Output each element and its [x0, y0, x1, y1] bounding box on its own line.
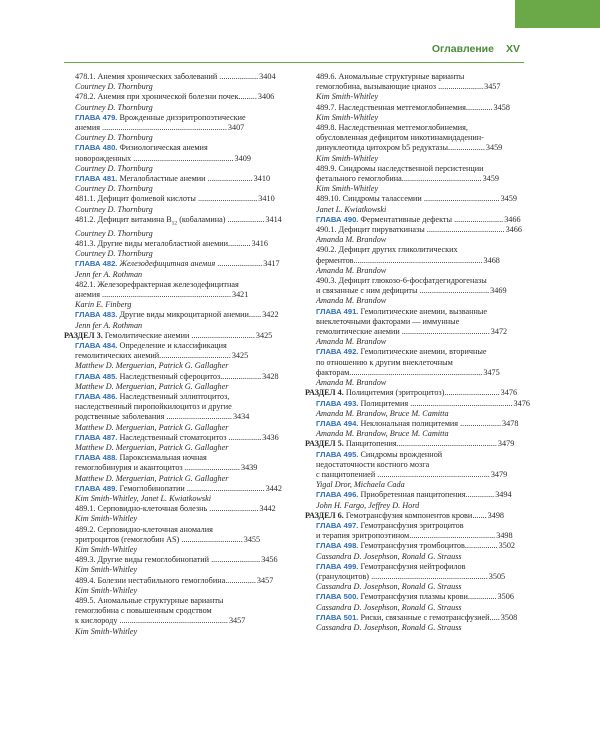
- toc-author: Amanda M. Brandow: [316, 296, 387, 306]
- toc-entry[interactable]: 481.3. Другие виды мегалобластной анемии...........3416: [75, 238, 268, 248]
- toc-entry-cont[interactable]: анемия ...............................................................3421: [75, 289, 249, 299]
- toc-entry-cont[interactable]: обусловленная дефицитом никотинамидаденин-: [316, 133, 484, 143]
- toc-chapter-cont[interactable]: факторам.................................................................3475: [316, 367, 500, 377]
- toc-author: Courtney D. Thornburg: [75, 249, 153, 259]
- toc-author: Kim Smith-Whitley: [316, 184, 379, 194]
- toc-entry-cont[interactable]: эритроцитов (гемоглобин AS) ..............................3455: [75, 534, 261, 544]
- toc-entry[interactable]: 489.10. Синдромы талассемии .....................................3459: [316, 194, 517, 204]
- toc-author: Kim Smith-Whitley: [316, 92, 379, 102]
- toc-entry[interactable]: 490.3. Дефицит глюкозо-6-фосфатдегидрогеназы: [316, 276, 487, 286]
- toc-chapter-cont[interactable]: и терапия эритропоэтином..........................................3498: [316, 531, 513, 541]
- toc-author: Courtney D. Thornburg: [75, 82, 153, 92]
- toc-chapter-cont[interactable]: новорожденных .................................................3409: [75, 153, 251, 163]
- toc-section[interactable]: РАЗДЕЛ 4. Полицитемия (эритроцитоз)...........................3476: [305, 388, 518, 398]
- toc-entry[interactable]: 489.1. Серповидно-клеточная болезнь ........................3442: [75, 504, 276, 514]
- toc-author: Janet L. Kwiatkowski: [316, 204, 387, 214]
- toc-chapter[interactable]: ГЛАВА 490. Ферментативные дефекты ........................3466: [316, 214, 521, 224]
- running-header: [64, 43, 524, 63]
- toc-author: Kim Smith-Whitley: [75, 626, 138, 636]
- toc-chapter[interactable]: ГЛАВА 495. Синдромы врожденной: [316, 449, 443, 459]
- toc-entry[interactable]: 489.7. Наследственная метгемоглобинемия.............3458: [316, 102, 510, 112]
- toc-author: Courtney D. Thornburg: [75, 133, 153, 143]
- toc-chapter[interactable]: ГЛАВА 486. Наследственный эллиптоцитоз,: [75, 391, 230, 401]
- toc-author: Matthew D. Merguerian, Patrick G. Gallagher: [75, 442, 229, 452]
- toc-author: Amanda M. Brandow, Bruce M. Camitta: [316, 429, 449, 439]
- toc-author: Amanda M. Brandow: [316, 378, 387, 388]
- toc-author: Cassandra D. Josephson, Ronald G. Strauss: [316, 582, 462, 592]
- toc-author: Courtney D. Thornburg: [75, 228, 153, 238]
- toc-author: Matthew D. Merguerian, Patrick G. Gallagher: [75, 381, 229, 391]
- toc-chapter-cont[interactable]: гемолитических анемий...................................3425: [75, 351, 249, 361]
- toc-entry[interactable]: 489.3. Другие виды гемоглобинопатий ........................3456: [75, 555, 278, 565]
- toc-entry-cont[interactable]: гемоглобина, вызывающие цианоз ......................3457: [316, 82, 501, 92]
- toc-entry[interactable]: 490.1. Дефицит пируваткиназы ......................................3466: [316, 225, 522, 235]
- toc-entry-cont[interactable]: и связанные с ним дефициты ..................................3469: [316, 286, 507, 296]
- toc-author: Cassandra D. Josephson, Ronald G. Strauss: [316, 602, 462, 612]
- header-page-number: XV: [505, 43, 520, 55]
- toc-author: Matthew D. Merguerian, Patrick G. Gallagher: [75, 473, 229, 483]
- toc-entry[interactable]: 489.2. Серповидно-клеточная аномалия: [75, 524, 213, 534]
- header-title: Оглавление: [431, 43, 494, 55]
- toc-section[interactable]: РАЗДЕЛ 6. Гемотрансфузия компонентов крови.......3498: [305, 510, 505, 520]
- toc-author: Matthew D. Merguerian, Patrick G. Gallagher: [75, 361, 229, 371]
- toc-chapter[interactable]: ГЛАВА 479. Врожденные дизэритропоэтические: [75, 112, 246, 122]
- toc-left-column: [64, 72, 282, 637]
- toc-entry-cont[interactable]: гемоглобина с повышенным сродством: [75, 606, 212, 616]
- toc-chapter-cont[interactable]: внеклеточными факторами — иммунные: [316, 316, 460, 326]
- toc-author: Amanda M. Brandow: [316, 337, 387, 347]
- toc-author: Kim Smith-Whitley: [316, 112, 379, 122]
- toc-chapter[interactable]: ГЛАВА 487. Наследственный стоматоцитоз ................3436: [75, 432, 279, 442]
- toc-author: Amanda M. Brandow: [316, 235, 387, 245]
- toc-entry[interactable]: 489.9. Синдромы наследственной персистенции: [316, 163, 484, 173]
- toc-author: Kim Smith-Whitley: [75, 544, 138, 554]
- toc-author: Jenn fer A. Rothman: [75, 269, 143, 279]
- toc-entry-cont[interactable]: динуклеотида цитохром b5 редуктазы..................3459: [316, 143, 503, 153]
- toc-entry[interactable]: 482.1. Железорефрактерная железодефицитная: [75, 279, 239, 289]
- toc-chapter[interactable]: ГЛАВА 496. Приобретенная панцитопения..............3494: [316, 490, 512, 500]
- toc-chapter-cont[interactable]: родственные заболевания ................................3434: [75, 412, 250, 422]
- toc-chapter[interactable]: ГЛАВА 488. Пароксизмальная ночная: [75, 453, 207, 463]
- toc-section[interactable]: РАЗДЕЛ 3. Гемолитические анемии ...............................3425: [64, 330, 273, 340]
- toc-chapter[interactable]: ГЛАВА 483. Другие виды микроцитарной анемии......3422: [75, 310, 279, 320]
- toc-chapter[interactable]: ГЛАВА 493. Полицитемия ..................................................3476: [316, 398, 530, 408]
- toc-author: Courtney D. Thornburg: [75, 204, 153, 214]
- toc-author: Cassandra D. Josephson, Ronald G. Strauss: [316, 551, 462, 561]
- toc-author: Amanda M. Brandow, Bruce M. Camitta: [316, 408, 449, 418]
- toc-entry[interactable]: 490.2. Дефицит других гликолитических: [316, 245, 458, 255]
- toc-author: Kim Smith-Whitley, Janet L. Kwiatkowski: [75, 493, 211, 503]
- toc-entry-cont[interactable]: к кислороду .....................................................3457: [75, 616, 246, 626]
- toc-right-column: [305, 72, 530, 633]
- toc-author: Courtney D. Thornburg: [75, 184, 153, 194]
- toc-chapter-cont[interactable]: гемоглобинурия и акантоцитоз ...........................3439: [75, 463, 258, 473]
- toc-author: Amanda M. Brandow: [316, 265, 387, 275]
- toc-author: Kim Smith-Whitley: [75, 514, 138, 524]
- toc-entry[interactable]: 489.8. Наследственная метгемоглобинемия,: [316, 123, 468, 133]
- toc-entry[interactable]: 489.5. Аномальные структурные варианты: [75, 596, 224, 605]
- toc-chapter[interactable]: ГЛАВА 484. Определение и классификация: [75, 340, 227, 350]
- toc-author: Jenn fer A. Rothman: [75, 320, 143, 330]
- toc-chapter[interactable]: ГЛАВА 494. Неклональная полицитемия ....................3478: [316, 418, 519, 428]
- toc-entry[interactable]: 481.1. Дефицит фолиевой кислоты .............................3410: [75, 194, 275, 204]
- toc-chapter[interactable]: ГЛАВА 485. Наследственный сфероцитоз....................3428: [75, 371, 279, 381]
- toc-author: Courtney D. Thornburg: [75, 163, 153, 173]
- toc-chapter[interactable]: ГЛАВА 500. Гемотрансфузия плазмы крови..............3506: [316, 592, 514, 602]
- toc-chapter-cont[interactable]: с панцитопенией .......................................................3479: [316, 469, 508, 479]
- toc-author: Kim Smith-Whitley: [316, 153, 379, 163]
- toc-chapter[interactable]: ГЛАВА 480. Физиологическая анемия: [75, 143, 208, 153]
- toc-chapter-cont[interactable]: анемия .............................................................3407: [75, 123, 245, 133]
- toc-chapter[interactable]: ГЛАВА 482. Железодефицитная анемия ......................3417: [75, 259, 280, 269]
- toc-author: Yigal Dror, Michaela Cada: [316, 480, 405, 490]
- toc-entry[interactable]: 478.2. Анемия при хронической болезни почек.........3406: [75, 92, 275, 102]
- toc-chapter[interactable]: ГЛАВА 481. Мегалобластные анемии ......................3410: [75, 174, 271, 184]
- toc-chapter[interactable]: ГЛАВА 492. Гемолитические анемии, вторичные: [316, 347, 487, 357]
- toc-chapter-cont[interactable]: по отношению к другим внеклеточным: [316, 357, 453, 367]
- toc-chapter[interactable]: ГЛАВА 491. Гемолитические анемии, вызванные: [316, 306, 488, 316]
- toc-entry[interactable]: 478.1. Анемия хронических заболеваний ...................3404: [75, 72, 276, 81]
- toc-author: Karin E. Finberg: [75, 300, 132, 310]
- toc-entry[interactable]: 489.4. Болезни нестабильного гемоглобина...............3457: [75, 575, 274, 585]
- toc-author: Courtney D. Thornburg: [75, 102, 153, 112]
- toc-chapter[interactable]: ГЛАВА 498. Гемотрансфузия тромбоцитов................3502: [316, 541, 515, 551]
- toc-author: Cassandra D. Josephson, Ronald G. Strauss: [316, 622, 462, 632]
- toc-author: Kim Smith-Whitley: [75, 565, 138, 575]
- toc-author: John H. Fargo, Jeffrey D. Hord: [316, 500, 420, 510]
- toc-chapter-cont[interactable]: наследственный пиропойкилоцитоз и другие: [75, 402, 232, 412]
- toc-entry[interactable]: 489.6. Аномальные структурные варианты: [316, 72, 465, 81]
- toc-chapter[interactable]: ГЛАВА 497. Гемотрансфузия эритроцитов: [316, 520, 464, 530]
- toc-author: Kim Smith-Whitley: [75, 585, 138, 595]
- toc-author: Matthew D. Merguerian, Patrick G. Gallagher: [75, 422, 229, 432]
- toc-chapter[interactable]: ГЛАВА 501. Риски, связанные с гемотрансфузией.....3508: [316, 612, 518, 622]
- toc-chapter-cont[interactable]: гемолитические анемии ...........................................3472: [316, 327, 508, 337]
- toc-chapter-cont[interactable]: недостаточности костного мозга: [316, 459, 430, 469]
- toc-chapter-cont[interactable]: (гранулоцитов) .........................................................3505: [316, 571, 506, 581]
- toc-section[interactable]: РАЗДЕЛ 5. Панцитопения.................................................3479: [305, 439, 515, 449]
- corner-tab: [515, 0, 600, 28]
- toc-entry-cont[interactable]: ферментов...............................................................3468: [316, 255, 500, 265]
- toc-chapter[interactable]: ГЛАВА 489. Гемоглобинопатии ......................................3442: [75, 483, 282, 493]
- toc-chapter[interactable]: ГЛАВА 499. Гемотрансфузия нейтрофилов: [316, 561, 466, 571]
- toc-entry-cont[interactable]: фетального гемоглобина.......................................3459: [316, 174, 499, 184]
- toc-entry[interactable]: 481.2. Дефицит витамина $В_{12}$ (кобаламина) ..................3414: [75, 214, 282, 227]
